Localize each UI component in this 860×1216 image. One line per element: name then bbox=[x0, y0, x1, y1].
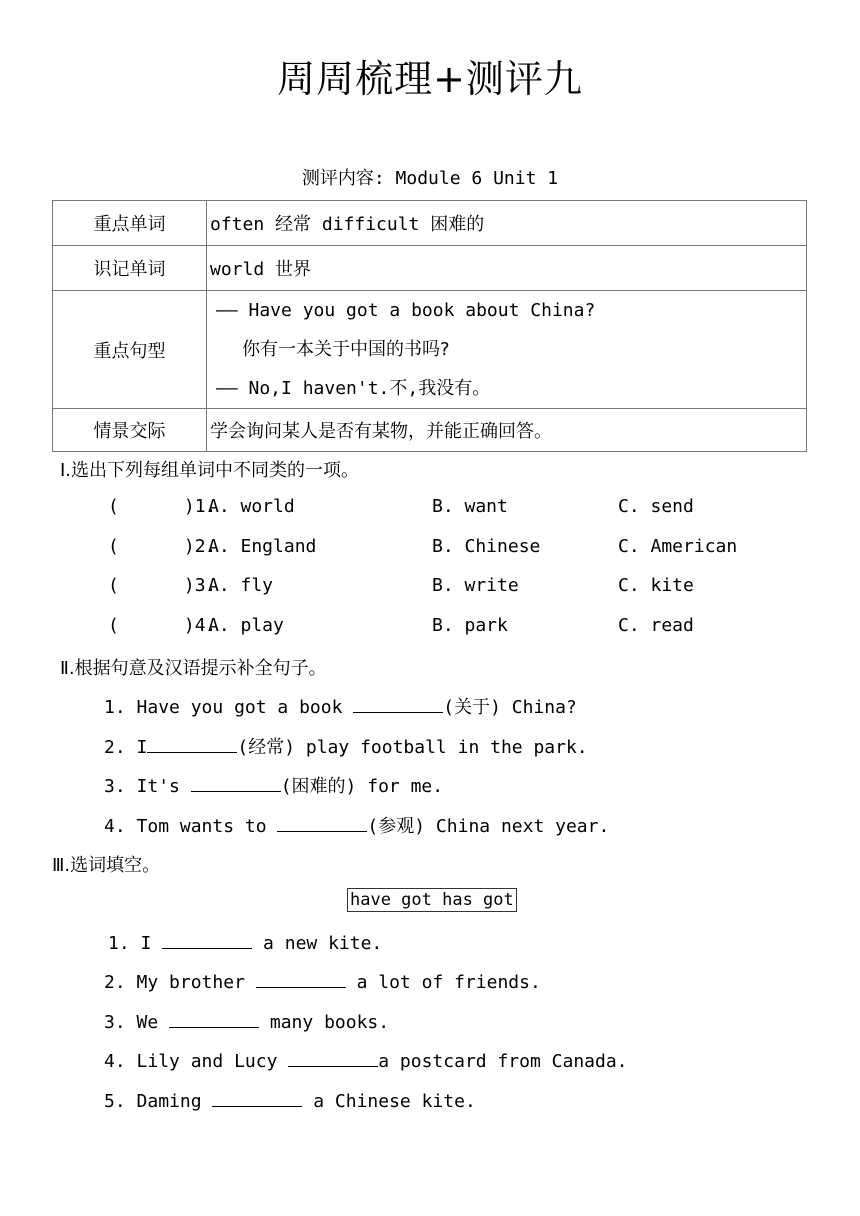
section-heading: Ⅲ.选词填空。 bbox=[52, 855, 161, 876]
option-c: C. kite bbox=[618, 575, 694, 596]
option-c: C. read bbox=[618, 615, 694, 636]
word-bank-box: have got has got bbox=[347, 888, 517, 912]
item-number: 5. bbox=[104, 1091, 126, 1112]
question-number: ( )1. bbox=[108, 496, 217, 517]
fill-sentence bbox=[104, 693, 577, 719]
fill-sentence bbox=[104, 1011, 389, 1033]
sentence-line: —— No,I haven't.不,我没有。 bbox=[216, 378, 491, 399]
row-content: 学会询问某人是否有某物，并能正确回答。 bbox=[207, 409, 807, 452]
page-subtitle: 测评内容: Module 6 Unit 1 bbox=[301, 168, 559, 189]
sentence-end: (经常) play football in the park. bbox=[237, 737, 588, 758]
option-c: C. American bbox=[618, 536, 738, 557]
fill-sentence bbox=[104, 1050, 628, 1072]
answer-blank[interactable] bbox=[277, 815, 367, 832]
option-a: A. play bbox=[208, 615, 284, 636]
sentence-start: I bbox=[136, 737, 148, 758]
fill-sentence bbox=[104, 733, 588, 759]
option-b: B. want bbox=[432, 496, 508, 517]
row-head: 识记单词 bbox=[53, 246, 207, 291]
item-number: 4. bbox=[104, 1051, 126, 1072]
summary-row bbox=[53, 201, 807, 246]
answer-blank[interactable] bbox=[169, 1011, 259, 1028]
row-head: 重点句型 bbox=[53, 291, 207, 409]
sentence-end: a lot of friends. bbox=[345, 972, 541, 993]
sentence-end: (参观) China next year. bbox=[367, 816, 610, 837]
answer-blank[interactable] bbox=[256, 971, 346, 988]
option-a: A. world bbox=[208, 496, 295, 517]
fill-sentence bbox=[104, 772, 443, 798]
summary-table bbox=[52, 200, 807, 452]
sentence-start: Lily and Lucy bbox=[136, 1051, 289, 1072]
item-number: 2. bbox=[104, 972, 126, 993]
summary-row bbox=[53, 291, 807, 409]
sentence-start: It's bbox=[136, 776, 191, 797]
row-sentences bbox=[207, 291, 807, 409]
option-b: B. park bbox=[432, 615, 508, 636]
sentence-start: I bbox=[140, 933, 163, 954]
sentence-end: a postcard from Canada. bbox=[378, 1051, 628, 1072]
sentence-end: many books. bbox=[259, 1012, 390, 1033]
sentence-line: 你有一本关于中国的书吗? bbox=[242, 339, 450, 360]
item-number: 1. bbox=[108, 933, 130, 954]
section-heading: Ⅱ.根据句意及汉语提示补全句子。 bbox=[60, 658, 327, 679]
item-number: 4. bbox=[104, 816, 126, 837]
row-content: world 世界 bbox=[207, 246, 807, 291]
option-a: A. England bbox=[208, 536, 317, 557]
fill-sentence bbox=[108, 932, 382, 954]
fill-sentence bbox=[104, 812, 609, 838]
option-b: B. write bbox=[432, 575, 519, 596]
sentence-start: Tom wants to bbox=[136, 816, 278, 837]
sentence-end: (困难的) for me. bbox=[280, 776, 444, 797]
answer-blank[interactable] bbox=[288, 1050, 378, 1067]
sentence-start: We bbox=[136, 1012, 170, 1033]
item-number: 3. bbox=[104, 1012, 126, 1033]
sentence-start: Daming bbox=[136, 1091, 213, 1112]
summary-row bbox=[53, 409, 807, 452]
fill-sentence bbox=[104, 1090, 476, 1112]
item-number: 3. bbox=[104, 776, 126, 797]
answer-blank[interactable] bbox=[147, 736, 237, 753]
item-number: 1. bbox=[104, 697, 126, 718]
row-head: 情景交际 bbox=[53, 409, 207, 452]
option-a: A. fly bbox=[208, 575, 274, 596]
answer-blank[interactable] bbox=[353, 696, 443, 713]
summary-row bbox=[53, 246, 807, 291]
answer-blank[interactable] bbox=[212, 1090, 302, 1107]
sentence-end: (关于) China? bbox=[443, 697, 577, 718]
row-head: 重点单词 bbox=[53, 201, 207, 246]
question-number: ( )4. bbox=[108, 615, 217, 636]
fill-sentence bbox=[104, 971, 541, 993]
option-b: B. Chinese bbox=[432, 536, 541, 557]
row-content: often 经常 difficult 困难的 bbox=[207, 201, 807, 246]
sentence-end: a Chinese kite. bbox=[302, 1091, 476, 1112]
answer-blank[interactable] bbox=[191, 775, 281, 792]
question-number: ( )3. bbox=[108, 575, 217, 596]
option-c: C. send bbox=[618, 496, 694, 517]
answer-blank[interactable] bbox=[162, 932, 252, 949]
question-number: ( )2. bbox=[108, 536, 217, 557]
sentence-start: Have you got a book bbox=[136, 697, 354, 718]
section-heading: Ⅰ.选出下列每组单词中不同类的一项。 bbox=[60, 460, 360, 481]
sentence-end: a new kite. bbox=[252, 933, 383, 954]
sentence-start: My brother bbox=[136, 972, 256, 993]
item-number: 2. bbox=[104, 737, 126, 758]
sentence-line: —— Have you got a book about China? bbox=[216, 300, 596, 321]
page-title: 周周梳理+测评九 bbox=[277, 57, 583, 101]
